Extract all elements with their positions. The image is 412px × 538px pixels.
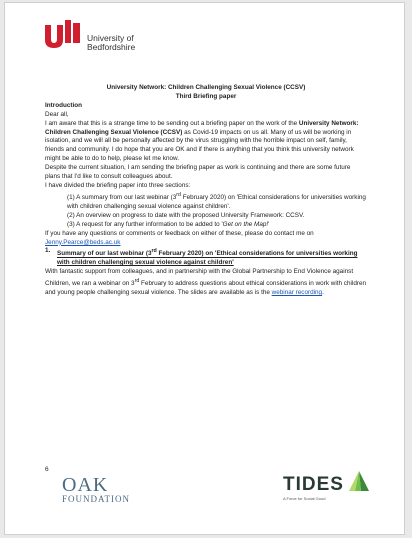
list-item-3-part-a: (3) A request for any further information to be added to ' [67,220,223,228]
intro-paragraph-part-b: as Covid-19 impacts on us all. Many of us will be working in isolation, and we will all be personally affected by the virus struggling with the horrible impact on self, family, friends and community. I do hope that you are OK and if there is anything that you think this university network might be able to do to help, please let me know. [45,128,354,163]
section-1-title [57,247,367,268]
webinar-paragraph-sup: rd [134,278,140,285]
logo-line-1: University of [87,33,134,43]
list-item-3-part-b: ' [268,220,270,228]
oak-logo-line-2: FOUNDATION [62,494,130,504]
university-logo-mark-icon [43,19,83,49]
list-item-3 [45,221,367,230]
logo-line-2: Bedfordshire [87,42,136,52]
network-name: University Network: Children Challenging Sexual Violence (CCSV) [45,119,359,136]
intro-paragraph-part-a: I am aware that this is a strange time to be sending out a briefing paper on the work of the [45,119,299,127]
webinar-paragraph-part-b: February to address questions about ethical considerations in work with children and young people challenging sexual violence. The slides are available as is the [45,280,367,297]
section-1-title-part-a: Summary of our last webinar (3 [57,250,152,258]
university-logo-text [87,34,135,52]
section-1-number: 1. [45,247,51,255]
contact-text: If you have any questions or comments or feedback on either of these, please do contact me on [45,229,314,237]
webinar-paragraph-end: . [322,289,324,297]
get-on-the-map: Get on the Map! [222,220,269,228]
tides-logo-tagline: A Force for Social Good [283,496,326,501]
intro-paragraph [45,120,367,165]
intro-heading: Introduction [45,101,82,109]
document-page [4,2,405,535]
list-item-1-part-a: (1) A summary from our last webinar (3 [67,193,177,201]
webinar-paragraph-part-a: With fantastic support from colleagues, and in partnership with the Global Partnership to End Violence against Children, we ran a webinar on 3 [45,268,354,288]
list-item-2: (2) An overview on progress to date with the proposed University Framework: CCSV. [67,211,305,219]
oak-foundation-logo [62,475,130,504]
webinar-paragraph [45,268,367,298]
page-number: 6 [45,466,49,473]
section-1-title-part-b: February 2020) on 'Ethical considerations for universities working with children challenging sexual violence against children' [57,250,358,267]
tides-mark-icon [347,469,371,493]
tides-logo [283,474,344,501]
greeting: Dear all, [45,110,69,118]
document-title: University Network: Children Challenging Sexual Violence (CCSV) [106,84,306,91]
document-subtitle: Third Briefing paper [175,92,237,100]
oak-logo-line-1: OAK [62,474,109,496]
list-item-1 [45,191,367,212]
section-1-sup: rd [151,248,157,255]
section-1-heading [45,247,367,268]
webinar-recording-link[interactable]: webinar recording [271,289,323,297]
tides-logo-name: TIDES [283,474,344,495]
situation-paragraph: Despite the current situation, I am sending the briefing paper as work is continuing and there are some future plans that I'd like to consult colleagues about. [45,164,351,181]
list-item-1-part-b: February 2020) on 'Ethical considerations for universities working with children challenging sexual violence against children'. [67,193,366,210]
contact-paragraph [45,230,367,248]
list-item-1-sup: rd [176,191,181,198]
contact-email-link[interactable]: Jenny.Pearce@beds.ac.uk [45,238,121,246]
sections-intro: I have divided the briefing paper into three sections: [45,181,191,189]
document-body [45,84,367,298]
